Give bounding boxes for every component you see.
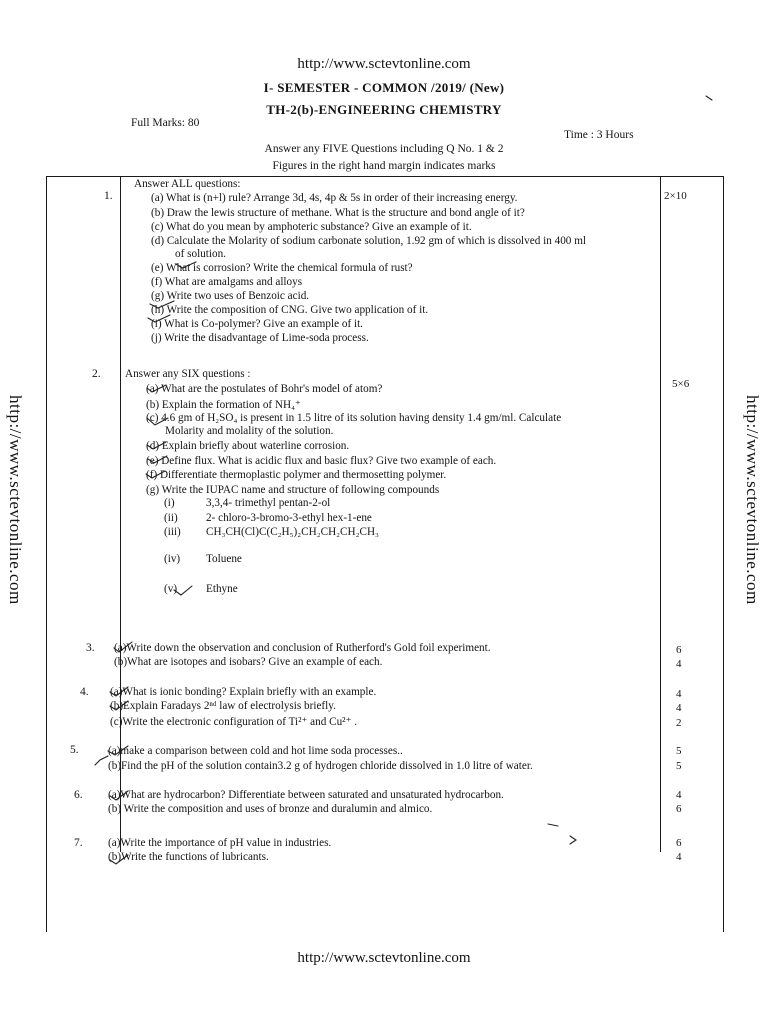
q7-part-b: (b)Write the functions of lubricants. — [108, 851, 269, 863]
q6-part-a: (a)What are hydrocarbon? Differentiate between saturated and unsaturated hydrocarbon. — [108, 789, 504, 801]
q2-item-g: (g) Write the IUPAC name and structure of following compounds — [146, 484, 440, 496]
q7-part-a: (a)Write the importance of pH value in industries. — [108, 837, 332, 849]
tick-mark — [114, 642, 132, 652]
q2-intro: Answer any SIX questions : — [125, 368, 251, 380]
q6-number: 6. — [74, 789, 83, 801]
q3-part-a: (a)Write down the observation and conclusion of Rutherford's Gold foil experiment. — [114, 642, 491, 654]
q5-part-a-marks: 5 — [676, 745, 682, 757]
q2-sub-iii-text: CH₃CH(Cl)C(C₂H₅)₂CH₂CH₂CH₂CH₃ — [206, 526, 379, 538]
q5-part-a: (a)make a comparison between cold and hot lime soda processes.. — [108, 745, 403, 757]
q1-number: 1. — [104, 190, 113, 202]
q7-part-b-marks: 4 — [676, 851, 682, 863]
tick-mark — [148, 456, 167, 463]
bottom-url: http://www.sctevtonline.com — [297, 950, 471, 966]
q1-item-d: (d) Calculate the Molarity of sodium carbonate solution, 1.92 gm of which is dissolved in 400 ml — [151, 235, 587, 247]
instruction-line-2: Figures in the right hand margin indicates marks — [272, 160, 496, 172]
q3-part-b: (b)What are isotopes and isobars? Give an example of each. — [114, 656, 383, 668]
tick-mark — [110, 701, 128, 710]
q1-item-b: (b) Draw the lewis structure of methane. What is the structure and bond angle of it? — [151, 207, 525, 219]
q4-part-c-marks: 2 — [676, 717, 682, 729]
tick-mark — [148, 315, 170, 322]
tick-mark — [150, 301, 174, 308]
q3-number: 3. — [86, 642, 95, 654]
tick-mark — [147, 442, 166, 449]
q6-part-b-marks: 6 — [676, 803, 682, 815]
q2-number: 2. — [92, 368, 101, 380]
q2-marks: 5×6 — [672, 378, 690, 390]
tick-mark — [176, 262, 196, 268]
tick-mark — [95, 756, 108, 765]
tick-mark — [110, 791, 128, 800]
q3-part-a-marks: 6 — [676, 644, 682, 656]
q2-sub-i-text: 3,3,4- trimethyl pentan-2-ol — [206, 497, 331, 509]
q1-item-j: (j) Write the disadvantage of Lime-soda process. — [151, 332, 369, 344]
q4-part-b-marks: 4 — [676, 702, 682, 714]
tick-mark — [174, 586, 192, 595]
tick-mark — [146, 471, 165, 478]
q2-sub-ii-roman: (ii) — [164, 512, 178, 524]
q1-item-i: (i) What is Co-polymer? Give an example of it. — [151, 318, 363, 330]
subject-title: TH-2(b)-ENGINEERING CHEMISTRY — [266, 102, 502, 117]
q5-part-b-marks: 5 — [676, 760, 682, 772]
q3-part-b-marks: 4 — [676, 658, 682, 670]
q1-marks: 2×10 — [664, 190, 687, 202]
q2-item-b: (b) Explain the formation of NH₄⁺ — [146, 399, 301, 411]
full-marks: Full Marks: 80 — [131, 117, 200, 129]
q2-sub-i-roman: (i) — [164, 497, 175, 509]
q7-number: 7. — [74, 837, 83, 849]
q2-sub-v-roman: (v) — [164, 583, 178, 595]
time-allowed: Time : 3 Hours — [564, 129, 634, 141]
q1-item-d-cont: of solution. — [175, 248, 226, 260]
q1-item-e: (e) What is corrosion? Write the chemical formula of rust? — [151, 262, 413, 274]
q7-part-a-marks: 6 — [676, 837, 682, 849]
tick-mark — [110, 687, 128, 696]
q6-part-b: (b) Write the composition and uses of bronze and duralumin and almico. — [108, 803, 433, 815]
q1-item-c: (c) What do you mean by amphoteric substance? Give an example of it. — [151, 221, 472, 233]
q4-part-a-marks: 4 — [676, 688, 682, 700]
q4-part-c: (c)Write the electronic configuration of Ti²⁺ and Cu²⁺ . — [110, 716, 358, 728]
tick-mark — [147, 418, 168, 425]
tick-mark — [147, 385, 166, 392]
semester-title: I- SEMESTER - COMMON /2019/ (New) — [263, 80, 505, 95]
q1-intro: Answer ALL questions: — [134, 178, 241, 190]
q5-part-b: (b)Find the pH of the solution contain3.2 g of hydrogen chloride dissolved in 1.0 litre of water. — [108, 760, 533, 772]
tick-mark — [108, 746, 128, 755]
q2-item-f: (f) Differentiate thermoplastic polymer and thermosetting polymer. — [146, 469, 447, 481]
q2-item-d: (d) Explain briefly about waterline corrosion. — [146, 440, 350, 452]
left-side-url: http://www.sctevtonline.com — [6, 395, 25, 605]
q5-number: 5. — [70, 744, 79, 756]
q4-part-b: (b)Explain Faradays 2ⁿᵈ law of electrolysis briefly. — [110, 700, 336, 712]
tick-mark — [706, 96, 712, 100]
q2-sub-iii-roman: (iii) — [164, 526, 181, 538]
q6-part-a-marks: 4 — [676, 789, 682, 801]
tick-mark — [548, 824, 558, 826]
right-side-url: http://www.sctevtonline.com — [743, 395, 762, 605]
q2-item-a: (a) What are the postulates of Bohr's model of atom? — [146, 383, 383, 395]
q2-item-c: (c) 4.6 gm of H₂SO₄ is present in 1.5 litre of its solution having density 1.4 gm/ml. Calculate — [146, 412, 562, 424]
q2-item-e: (e) Define flux. What is acidic flux and basic flux? Give two example of each. — [146, 455, 497, 467]
q1-item-f: (f) What are amalgams and alloys — [151, 276, 303, 288]
q2-sub-v-text: Ethyne — [206, 583, 238, 595]
q1-item-g: (g) Write two uses of Benzoic acid. — [151, 290, 310, 302]
q2-sub-iv-roman: (iv) — [164, 553, 181, 565]
q2-sub-iv-text: Toluene — [206, 553, 242, 565]
q1-item-a: (a) What is (n+l) rule? Arrange 3d, 4s, 4p & 5s in order of their increasing energy. — [151, 192, 518, 204]
q4-part-a: (a)What is ionic bonding? Explain briefly with an example. — [110, 686, 377, 698]
q4-number: 4. — [80, 686, 89, 698]
tick-mark — [110, 855, 128, 864]
q2-item-c-cont: Molarity and molality of the solution. — [165, 425, 334, 437]
top-url: http://www.sctevtonline.com — [297, 56, 471, 72]
tick-mark — [570, 836, 576, 844]
q2-sub-ii-text: 2- chloro-3-bromo-3-ethyl hex-1-ene — [206, 512, 372, 524]
q1-item-h: (h) Write the composition of CNG. Give two application of it. — [151, 304, 429, 316]
instruction-line-1: Answer any FIVE Questions including Q No. 1 & 2 — [264, 143, 504, 155]
